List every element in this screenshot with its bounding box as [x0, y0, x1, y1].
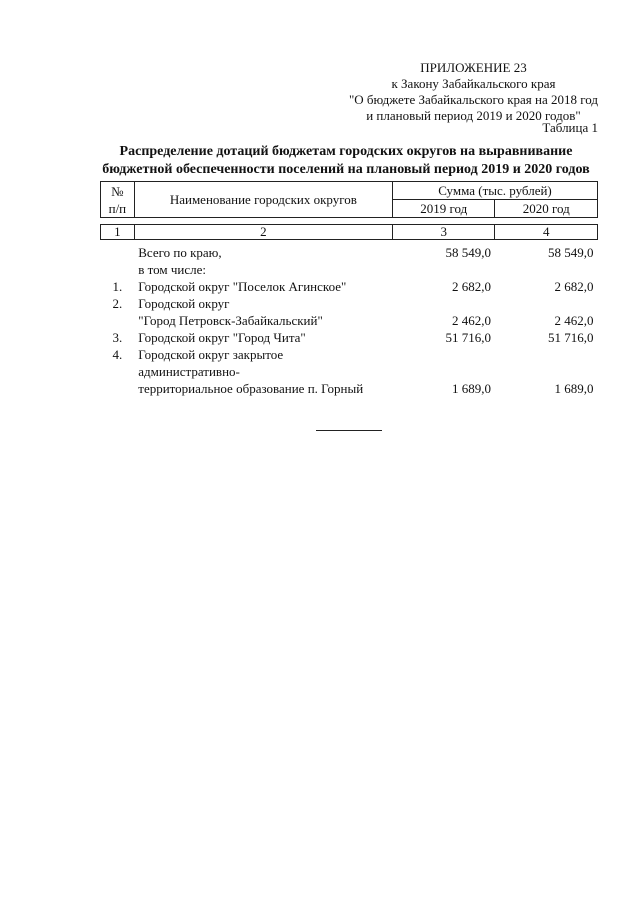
- district-value-2020: 1 689,0: [554, 381, 594, 396]
- district-row: [101, 278, 598, 295]
- district-name: "Город Петровск-Забайкальский": [138, 313, 323, 328]
- total-row: [101, 240, 598, 262]
- table-label: Таблица 1: [542, 120, 598, 135]
- district-row: [101, 363, 598, 380]
- district-number: 2.: [112, 296, 123, 311]
- district-row: [101, 346, 598, 363]
- district-row: [101, 312, 598, 329]
- appendix-number: ПРИЛОЖЕНИЕ 23: [420, 60, 527, 75]
- closing-rule: [316, 430, 382, 431]
- column-number-1: 1: [101, 225, 135, 240]
- district-value-2019: 1 689,0: [451, 381, 491, 396]
- column-header-2020: 2020 год: [495, 200, 598, 218]
- appendix-law-title: "О бюджете Забайкальского края на 2018 год: [348, 92, 598, 107]
- district-value-2019: 2 462,0: [451, 313, 491, 328]
- district-value-2019: 51 716,0: [445, 330, 491, 345]
- document-title: [96, 143, 596, 179]
- total-2020: 58 549,0: [548, 245, 594, 260]
- column-header-number: [101, 182, 135, 218]
- column-number-row: [101, 225, 598, 240]
- including-row: [101, 261, 598, 278]
- district-number: 1.: [112, 279, 123, 294]
- column-number-2: 2: [134, 225, 392, 240]
- district-name: территориальное образование п. Горный: [138, 381, 364, 396]
- column-header-2019: 2019 год: [392, 200, 495, 218]
- appendix-law-ref: к Закону Забайкальского края: [391, 76, 556, 91]
- district-name: административно-: [138, 364, 240, 379]
- district-row: [101, 380, 598, 397]
- district-name: Городской округ: [138, 296, 230, 311]
- district-row: [101, 329, 598, 346]
- district-value-2020: 2 462,0: [554, 313, 594, 328]
- district-name: Городской округ "Поселок Агинское": [138, 279, 347, 294]
- column-number-3: 3: [392, 225, 495, 240]
- column-header-number-sign: №: [111, 183, 124, 199]
- district-value-2019: 2 682,0: [451, 279, 491, 294]
- district-number: 4.: [112, 347, 123, 362]
- appendix-header: [349, 60, 598, 124]
- district-number: 3.: [112, 330, 123, 345]
- appendix-law-period: и плановый период 2019 и 2020 годов": [366, 108, 581, 123]
- district-value-2020: 2 682,0: [554, 279, 594, 294]
- district-row: [101, 295, 598, 312]
- title-line-2: бюджетной обеспеченности поселений на плановый период 2019 и 2020 годов: [102, 162, 590, 177]
- district-value-2020: 51 716,0: [548, 330, 594, 345]
- district-name: Городской округ закрытое: [138, 347, 284, 362]
- district-name: Городской округ "Город Чита": [138, 330, 306, 345]
- including-label: в том числе:: [138, 262, 207, 277]
- column-number-4: 4: [495, 225, 598, 240]
- column-header-sum: Сумма (тыс. рублей): [392, 182, 597, 200]
- total-2019: 58 549,0: [445, 245, 491, 260]
- column-header-name: Наименование городских округов: [134, 182, 392, 218]
- total-label: Всего по краю,: [138, 245, 222, 260]
- subsidies-table: [100, 181, 598, 397]
- title-line-1: Распределение дотаций бюджетам городских округов на выравнивание: [119, 144, 573, 159]
- column-header-number-abbr: п/п: [108, 200, 127, 216]
